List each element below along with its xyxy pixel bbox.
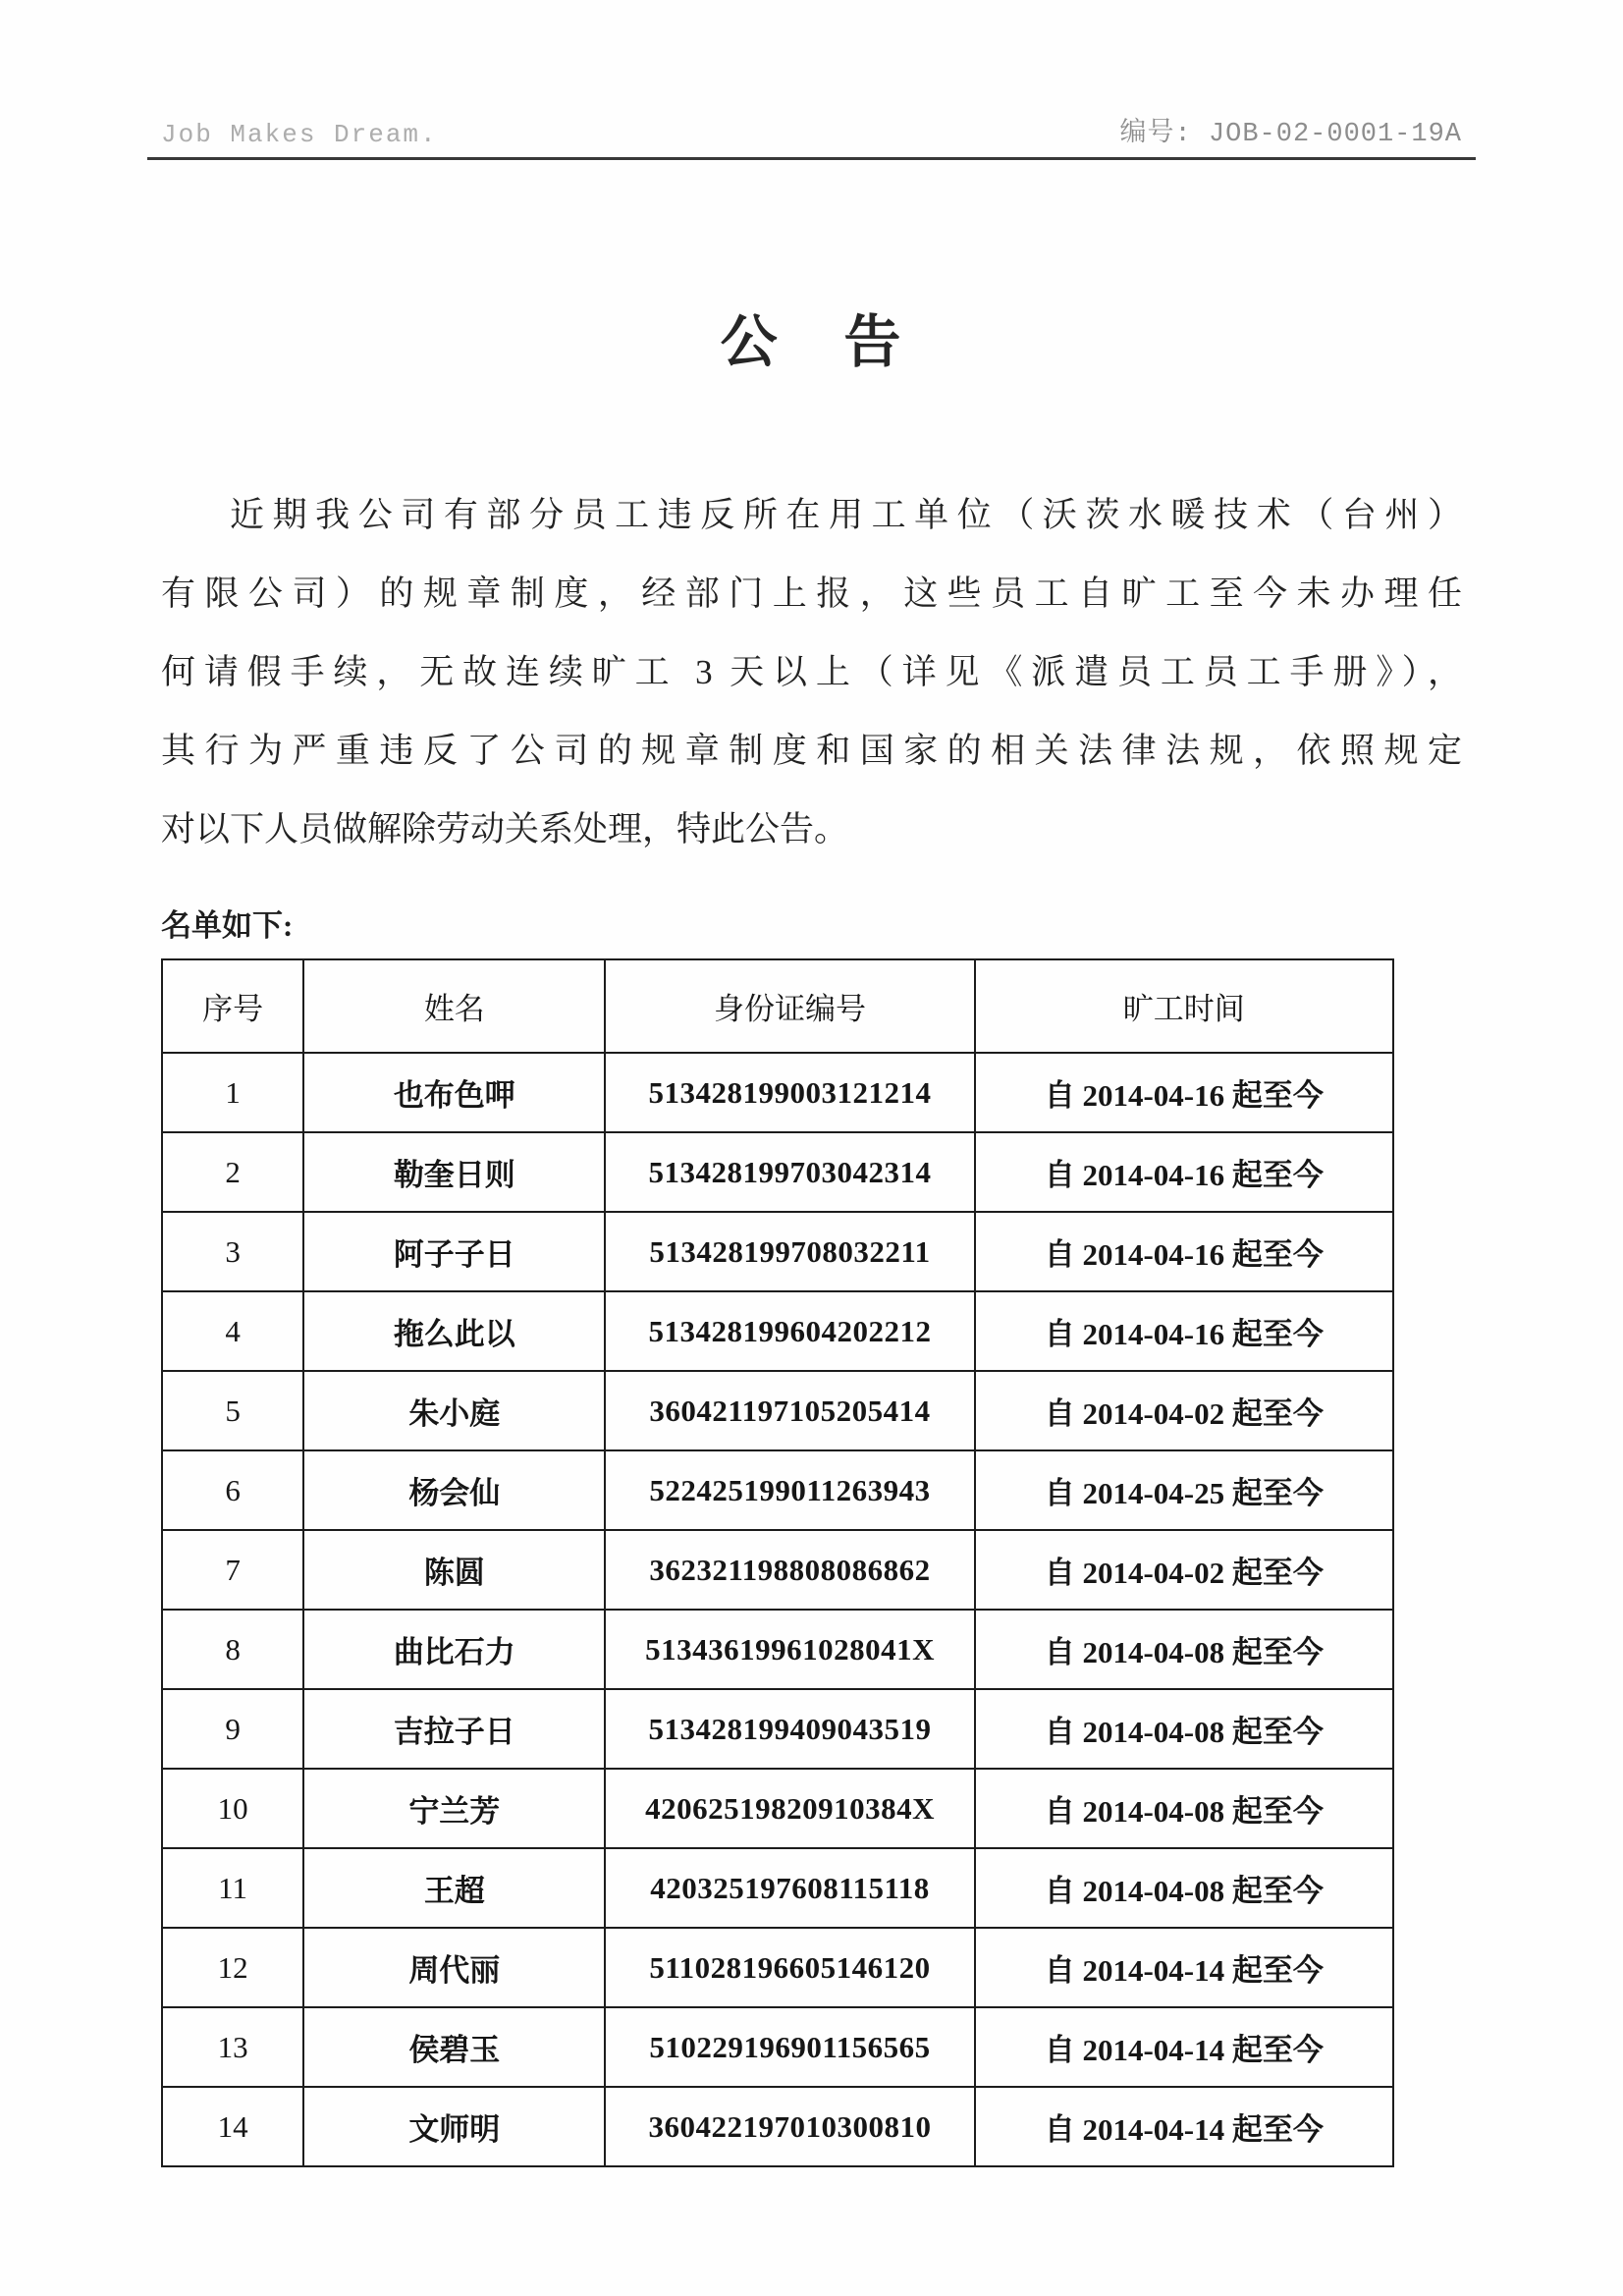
- table-row: [162, 2007, 1393, 2087]
- table-row: [162, 1371, 1393, 1450]
- absence-period: 自 2014-04-02 起至今: [975, 1371, 1393, 1450]
- id-number: 513428199604202212: [605, 1291, 974, 1371]
- table-row: [162, 1689, 1393, 1769]
- employee-name: 朱小庭: [303, 1371, 605, 1450]
- id-number: 360421197105205414: [605, 1371, 974, 1450]
- column-header-id: 身份证编号: [605, 959, 974, 1053]
- absence-period: 自 2014-04-08 起至今: [975, 1689, 1393, 1769]
- page-title: 公 告: [720, 310, 903, 374]
- table-row: [162, 1610, 1393, 1689]
- company-slogan: Job Makes Dream.: [161, 120, 438, 149]
- table-row: [162, 1291, 1393, 1371]
- body-line: 其行为严重违反了公司的规章制度和国家的相关法律法规，依照规定: [161, 732, 1462, 770]
- id-number: 522425199011263943: [605, 1450, 974, 1530]
- row-number: 7: [162, 1530, 303, 1610]
- body-line: 何请假手续，无故连续旷工 3 天以上（详见《派遣员工员工手册》），: [161, 653, 1462, 691]
- employee-name: 阿子子日: [303, 1212, 605, 1291]
- dismissal-roster-table: [161, 958, 1394, 2167]
- row-number: 8: [162, 1610, 303, 1689]
- employee-name: 勒奎日则: [303, 1132, 605, 1212]
- id-number: 510229196901156565: [605, 2007, 974, 2087]
- employee-name: 吉拉子日: [303, 1689, 605, 1769]
- absence-period: 自 2014-04-08 起至今: [975, 1848, 1393, 1928]
- id-number: 513428199003121214: [605, 1053, 974, 1132]
- absence-period: 自 2014-04-02 起至今: [975, 1530, 1393, 1610]
- body-line: 有限公司）的规章制度，经部门上报，这些员工自旷工至今未办理任: [161, 574, 1462, 613]
- absence-period: 自 2014-04-16 起至今: [975, 1132, 1393, 1212]
- id-number: 420325197608115118: [605, 1848, 974, 1928]
- row-number: 5: [162, 1371, 303, 1450]
- body-line: 对以下人员做解除劳动关系处理，特此公告。: [161, 810, 849, 848]
- absence-period: 自 2014-04-16 起至今: [975, 1291, 1393, 1371]
- table-row: [162, 1132, 1393, 1212]
- id-number: 51343619961028041X: [605, 1610, 974, 1689]
- id-number: 513428199703042314: [605, 1132, 974, 1212]
- header-divider-line: [147, 157, 1476, 160]
- table-row: [162, 1769, 1393, 1848]
- table-header-row: [162, 959, 1393, 1053]
- absence-period: 自 2014-04-08 起至今: [975, 1610, 1393, 1689]
- absence-period: 自 2014-04-16 起至今: [975, 1053, 1393, 1132]
- employee-name: 侯碧玉: [303, 2007, 605, 2087]
- employee-name: 杨会仙: [303, 1450, 605, 1530]
- employee-name: 王超: [303, 1848, 605, 1928]
- row-number: 11: [162, 1848, 303, 1928]
- column-header-no: 序号: [162, 959, 303, 1053]
- id-number: 362321198808086862: [605, 1530, 974, 1610]
- table-row: [162, 1212, 1393, 1291]
- document-header: [161, 0, 1462, 149]
- row-number: 6: [162, 1450, 303, 1530]
- table-row: [162, 1053, 1393, 1132]
- row-number: 1: [162, 1053, 303, 1132]
- employee-name: 也布色呷: [303, 1053, 605, 1132]
- absence-period: 自 2014-04-14 起至今: [975, 2087, 1393, 2166]
- row-number: 12: [162, 1928, 303, 2007]
- row-number: 9: [162, 1689, 303, 1769]
- employee-name: 宁兰芳: [303, 1769, 605, 1848]
- id-number: 360422197010300810: [605, 2087, 974, 2166]
- employee-name: 周代丽: [303, 1928, 605, 2007]
- table-row: [162, 1928, 1393, 2007]
- absence-period: 自 2014-04-08 起至今: [975, 1769, 1393, 1848]
- column-header-name: 姓名: [303, 959, 605, 1053]
- row-number: 10: [162, 1769, 303, 1848]
- document-number: 编号: JOB-02-0001-19A: [1119, 120, 1462, 149]
- employee-name: 文师明: [303, 2087, 605, 2166]
- column-header-period: 旷工时间: [975, 959, 1393, 1053]
- id-number: 513428199708032211: [605, 1212, 974, 1291]
- row-number: 3: [162, 1212, 303, 1291]
- table-row: [162, 1450, 1393, 1530]
- id-number: 42062519820910384X: [605, 1769, 974, 1848]
- absence-period: 自 2014-04-25 起至今: [975, 1450, 1393, 1530]
- absence-period: 自 2014-04-16 起至今: [975, 1212, 1393, 1291]
- id-number: 513428199409043519: [605, 1689, 974, 1769]
- employee-name: 拖么此以: [303, 1291, 605, 1371]
- table-row: [162, 2087, 1393, 2166]
- row-number: 2: [162, 1132, 303, 1212]
- table-row: [162, 1530, 1393, 1610]
- list-label: 名单如下:: [161, 908, 294, 943]
- id-number: 511028196605146120: [605, 1928, 974, 2007]
- absence-period: 自 2014-04-14 起至今: [975, 2007, 1393, 2087]
- employee-name: 曲比石力: [303, 1610, 605, 1689]
- announcement-body: [161, 476, 1462, 869]
- row-number: 14: [162, 2087, 303, 2166]
- row-number: 13: [162, 2007, 303, 2087]
- table-row: [162, 1848, 1393, 1928]
- absence-period: 自 2014-04-14 起至今: [975, 1928, 1393, 2007]
- employee-name: 陈圆: [303, 1530, 605, 1610]
- body-line: 近期我公司有部分员工违反所在用工单位（沃茨水暖技术（台州）: [230, 496, 1462, 534]
- row-number: 4: [162, 1291, 303, 1371]
